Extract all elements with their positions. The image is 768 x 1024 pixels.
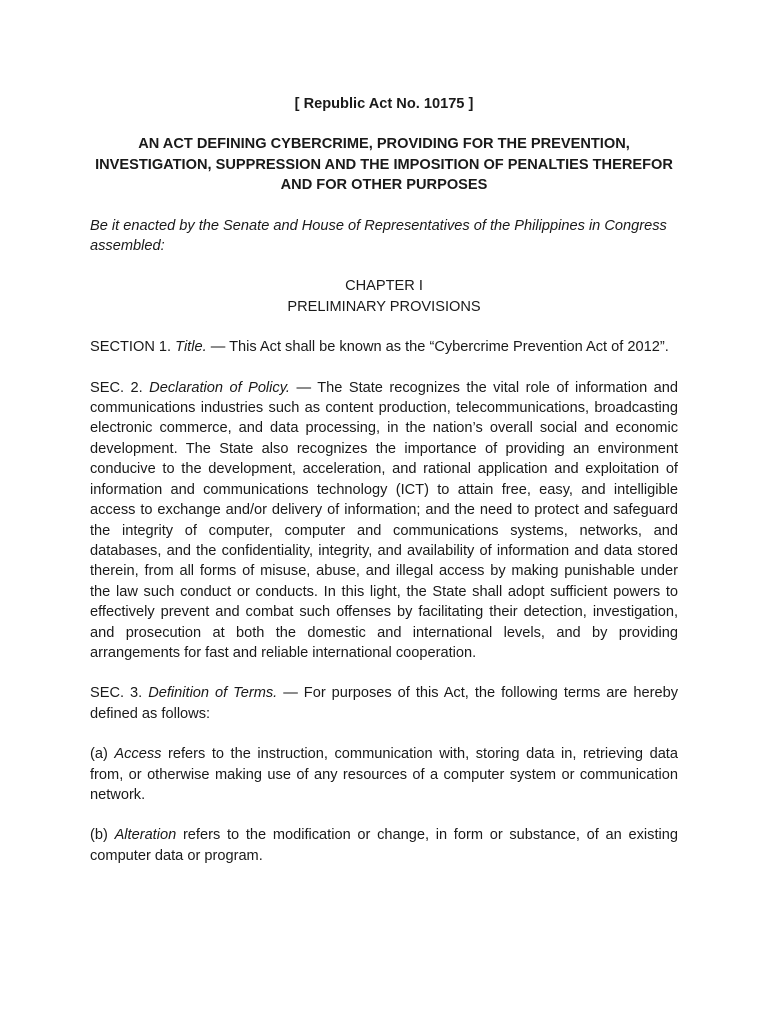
definition-access (90, 744, 678, 805)
section-prefix: SEC. 3. (90, 685, 143, 702)
section-2 (90, 378, 678, 664)
republic-act-number: [ Republic Act No. 10175 ] (294, 96, 474, 112)
chapter-name: PRELIMINARY PROVISIONS (287, 298, 481, 315)
section-text: — This Act shall be known as the “Cybercrime Prevention Act of 2012”. (210, 339, 669, 356)
definition-term: Access (114, 746, 162, 763)
chapter-heading (90, 276, 678, 317)
act-title: AN ACT DEFINING CYBERCRIME, PROVIDING FOR THE PREVENTION, INVESTIGATION, SUPPRESSION AND THE IMPOSITION OF PENALTIES THEREFOR AND FOR OTHER PURPOSES (95, 136, 673, 194)
section-prefix: SEC. 2. (90, 379, 143, 396)
section-3 (90, 683, 678, 724)
section-heading: Definition of Terms. (148, 685, 278, 702)
definition-alteration (90, 825, 678, 866)
section-text: — The State recognizes the vital role of information and communications industries such as content production, telecommunications, broadcasting electronic commerce, and data processing, in the nation’s overall social and economic development. The State also recognizes the importance of providing an environment conducive to the development, acceleration, and rational application and exploitation of information and communications technology (ICT) to attain free, easy, and intelligible access to exchange and/or delivery of information; and the need to protect and safeguard the integrity of computer, computer and communications systems, networks, and databases, and the confidentiality, integrity, and availability of information and data stored therein, from all forms of misuse, abuse, and illegal access by making punishable under the law such conduct or conducts. In this light, the State shall adopt sufficient powers to effectively prevent and combat such offenses by facilitating their detection, investigation, and prosecution at both the domestic and international levels, and by providing arrangements for fast and reliable international cooperation. (90, 379, 679, 661)
section-1 (90, 337, 678, 357)
definition-prefix: (a) (90, 746, 108, 763)
definition-text: refers to the modification or change, in form or substance, of an existing computer data or program. (90, 827, 678, 864)
section-text: — For purposes of this Act, the following terms are hereby defined as follows: (90, 685, 678, 722)
section-heading: Declaration of Policy. (149, 379, 290, 396)
chapter-number: CHAPTER I (345, 278, 423, 295)
definition-text: refers to the instruction, communication with, storing data in, retrieving data from, or otherwise making use of any resources of a computer system or communication network. (90, 746, 678, 803)
definition-term: Alteration (114, 827, 177, 844)
section-heading: Title. (175, 339, 207, 356)
section-prefix: SECTION 1. (90, 339, 172, 356)
definition-prefix: (b) (90, 827, 108, 844)
enacting-clause: Be it enacted by the Senate and House of Representatives of the Philippines in Congress assembled: (90, 217, 667, 255)
